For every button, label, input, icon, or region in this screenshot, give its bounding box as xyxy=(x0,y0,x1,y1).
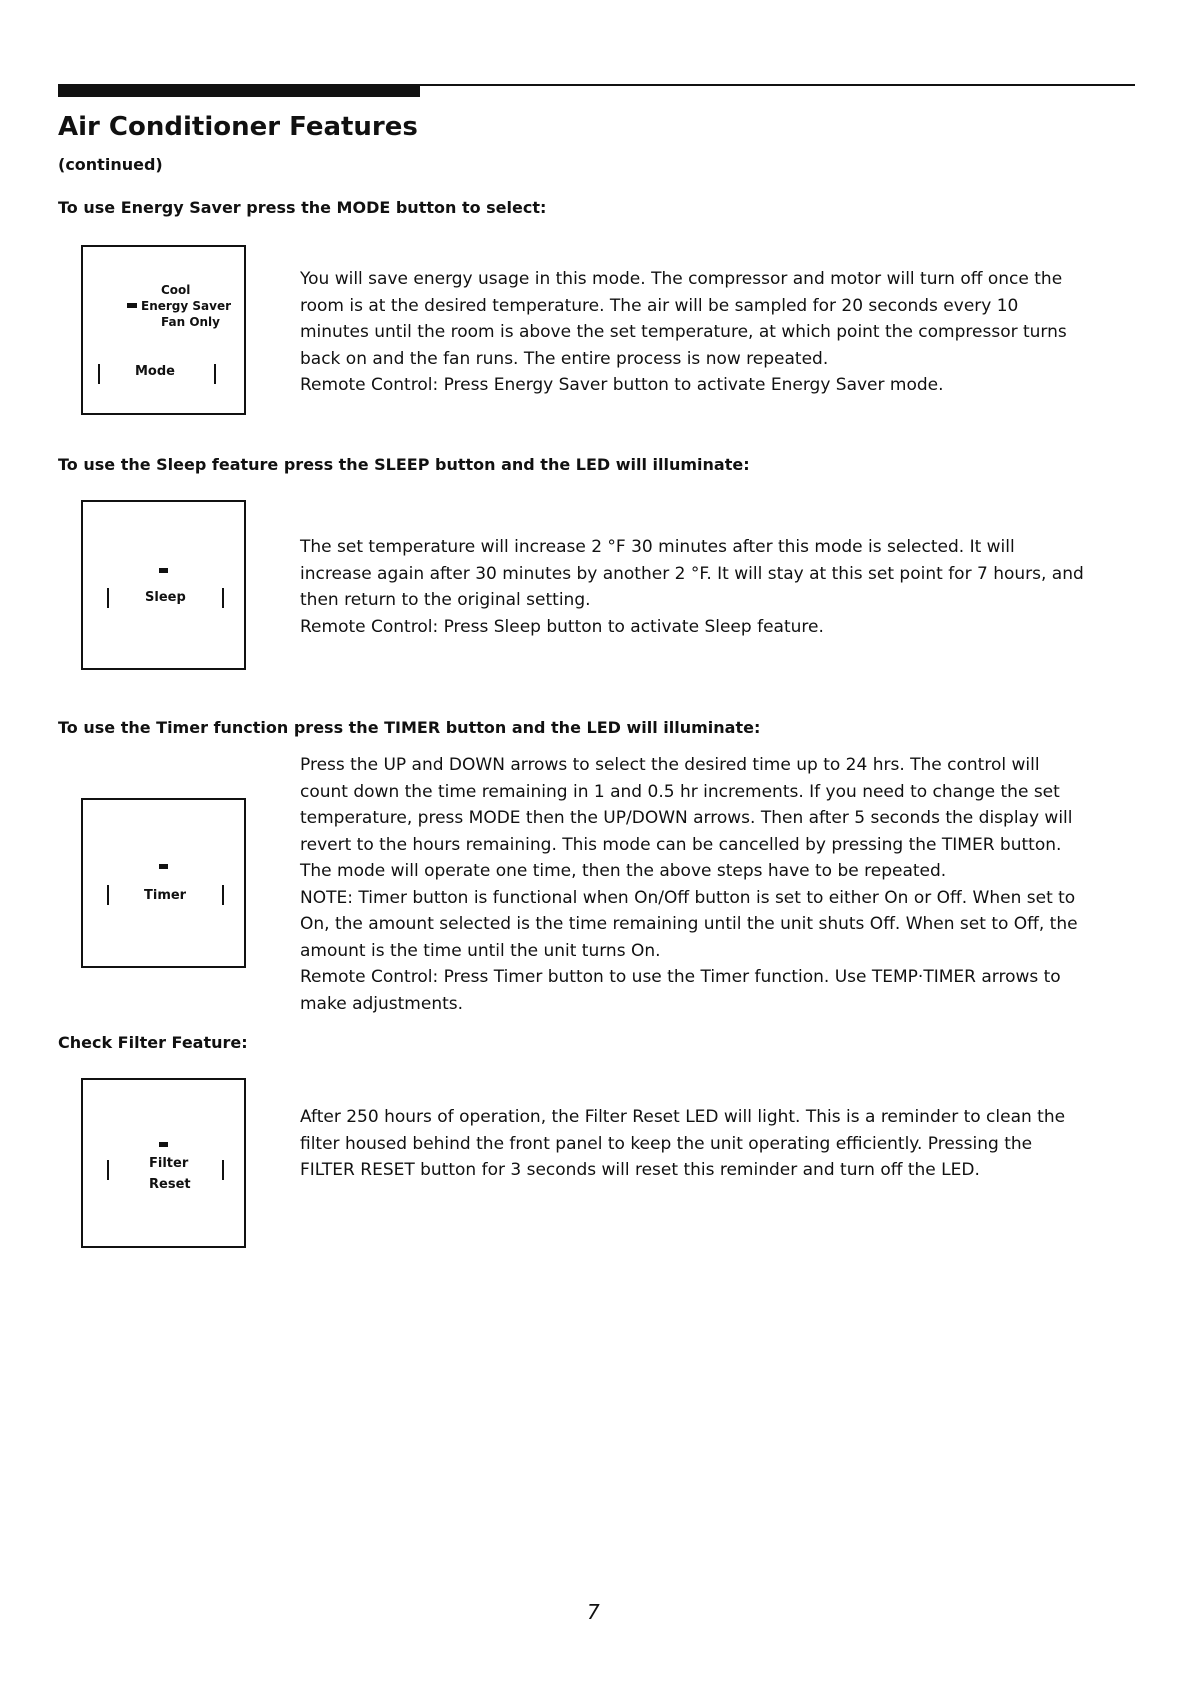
timer-paragraph: Press the UP and DOWN arrows to select the desired time up to 24 hrs. The control will count down the time remaining in 1 and 0.5 hr increments. If you need to change the set temperature, press MODE then the UP/DOWN arrows. Then after 5 seconds the display will revert to the hours remaining. This mode can be cancelled by pressing the TIMER button. The mode will operate one time, then the above steps have to be repeated. xyxy=(300,755,1073,881)
timer-control-panel xyxy=(81,798,246,968)
sleep-description xyxy=(300,534,1090,640)
energy-saver-heading: To use Energy Saver press the MODE button to select: xyxy=(58,198,547,217)
timer-description xyxy=(300,752,1090,1017)
timer-button[interactable]: Timer xyxy=(144,888,187,903)
mode-button-left-edge xyxy=(98,364,100,384)
mode-control-panel xyxy=(81,245,246,415)
page-subtitle: (continued) xyxy=(58,155,163,174)
mode-option-fan-only: Fan Only xyxy=(161,315,220,329)
filter-description xyxy=(300,1104,1090,1184)
timer-note: NOTE: Timer button is functional when On/Off button is set to either On or Off. When set to On, the amount selected is the time remaining until the unit shuts Off. When set to Off, the amount is the time until the unit turns On. xyxy=(300,887,1078,961)
header-rule-accent xyxy=(58,84,420,97)
sleep-heading: To use the Sleep feature press the SLEEP button and the LED will illuminate: xyxy=(58,455,750,474)
sleep-control-panel xyxy=(81,500,246,670)
timer-led-icon xyxy=(159,864,168,869)
sleep-led-icon xyxy=(159,568,168,573)
filter-button-right-edge xyxy=(222,1160,224,1180)
filter-control-panel xyxy=(81,1078,246,1248)
filter-button-left-edge xyxy=(107,1160,109,1180)
sleep-button-left-edge xyxy=(107,588,109,608)
sleep-button-right-edge xyxy=(222,588,224,608)
timer-remote-note: Remote Control: Press Timer button to use the Timer function. Use TEMP·TIMER arrows to make adjustments. xyxy=(300,967,1061,1014)
energy-saver-remote-note: Remote Control: Press Energy Saver button to activate Energy Saver mode. xyxy=(300,375,944,395)
mode-button[interactable]: Mode xyxy=(135,364,175,379)
energy-saver-led-icon xyxy=(127,303,137,308)
sleep-button[interactable]: Sleep xyxy=(145,590,186,605)
timer-button-left-edge xyxy=(107,885,109,905)
timer-button-right-edge xyxy=(222,885,224,905)
filter-paragraph: After 250 hours of operation, the Filter Reset LED will light. This is a reminder to clean the filter housed behind the front panel to keep the unit operating efficiently. Pressing the FILTER RESET button for 3 seconds will reset this reminder and turn off the LED. xyxy=(300,1107,1066,1180)
page-number: 7 xyxy=(587,1600,600,1624)
mode-option-cool: Cool xyxy=(161,283,191,297)
timer-heading: To use the Timer function press the TIMER button and the LED will illuminate: xyxy=(58,718,761,737)
filter-button-label-top[interactable]: Filter xyxy=(149,1156,189,1171)
energy-saver-paragraph: You will save energy usage in this mode. The compressor and motor will turn off once the room is at the desired temperature. The air will be sampled for 20 seconds every 10 minutes until the room is above the set temperature, at which point the compressor turns back on and the fan runs. The entire process is now repeated. xyxy=(300,269,1067,369)
filter-led-icon xyxy=(159,1142,168,1147)
mode-button-right-edge xyxy=(214,364,216,384)
energy-saver-description xyxy=(300,266,1090,399)
sleep-remote-note: Remote Control: Press Sleep button to activate Sleep feature. xyxy=(300,616,824,637)
filter-button-label-bottom[interactable]: Reset xyxy=(149,1177,191,1192)
sleep-paragraph: The set temperature will increase 2 °F 30 minutes after this mode is selected. It will increase again after 30 minutes by another 2 °F. It will stay at this set point for 7 hours, and then return to the original setting. xyxy=(300,537,1084,610)
mode-option-energy-saver: Energy Saver xyxy=(141,299,232,313)
page-title: Air Conditioner Features xyxy=(58,112,418,142)
check-filter-heading: Check Filter Feature: xyxy=(58,1033,248,1052)
